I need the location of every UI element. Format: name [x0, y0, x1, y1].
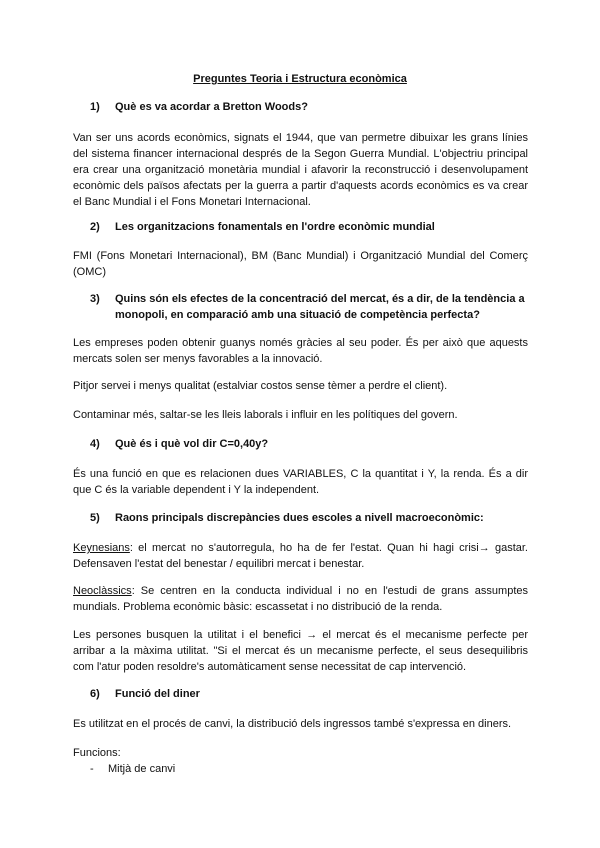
- question-number: 3): [90, 293, 100, 305]
- answer-paragraph: Les empreses poden obtenir guanys només gràcies al seu poder. És per això que aquests mercats solen ser menys favorables a la innovació.: [73, 337, 528, 365]
- answer-paragraph: Es utilitzat en el procés de canvi, la distribució dels ingressos també s'expressa en diners.: [73, 718, 512, 730]
- answer-paragraph: Funcions:: [73, 747, 121, 759]
- question-1-heading: [90, 99, 308, 115]
- funcions-label: [73, 745, 528, 761]
- keynesians-label: Keynesians: [73, 542, 130, 554]
- answer-paragraph: Contaminar més, saltar-se les lleis laborals i influir en les polítiques del govern.: [73, 409, 458, 421]
- answer-paragraph: És una funció en que es relacionen dues VARIABLES, C la quantitat i Y, la renda. És a dir que C és la variable dependent i Y la independent.: [73, 468, 528, 496]
- question-text: Què és i què vol dir C=0,40y?: [115, 438, 269, 450]
- question-text: Funció del diner: [115, 688, 200, 700]
- question-number: 4): [90, 438, 100, 450]
- question-2-heading: [90, 219, 435, 235]
- answer-paragraph: [73, 540, 528, 572]
- question-3-answer-1: [73, 335, 528, 367]
- question-4-answer: [73, 466, 528, 498]
- question-6-answer: [73, 716, 528, 732]
- question-text: Les organitzacions fonamentals en l'ordre econòmic mundial: [115, 221, 435, 233]
- question-5-heading: [90, 510, 484, 526]
- keynesians-text: : el mercat no s'autorregula, ho ha de fer l'estat. Quan hi hagi crisi→ gastar. Defensaven l'estat del benestar / equilibri mercat i benestar.: [73, 542, 528, 570]
- answer-paragraph: Pitjor servei i menys qualitat (estalviar costos sense tèmer a perdre el client).: [73, 380, 448, 392]
- question-5-answer-3: [73, 627, 528, 675]
- question-text-line-1: Quins són els efectes de la concentració del mercat, és a dir, de la tendència a: [115, 293, 525, 305]
- neoclassics-label: Neoclàssics: [73, 585, 132, 597]
- neoclassics-text: : Se centren en la conducta individual i no en l'estudi de grans assumptes mundials. Problema econòmic bàsic: escassetat i no distribució de la renda.: [73, 585, 528, 613]
- answer-paragraph: [73, 583, 528, 615]
- question-1-answer: [73, 130, 528, 210]
- question-text-line-2: monopoli, en comparació amb una situació de competència perfecta?: [115, 309, 480, 321]
- answer-paragraph: FMI (Fons Monetari Internacional), BM (Banc Mundial) i Organització Mundial del Comerç (OMC): [73, 250, 528, 278]
- list-bullet: -: [90, 763, 94, 775]
- question-2-answer: [73, 248, 528, 280]
- question-3-heading: [90, 291, 530, 323]
- question-number: 6): [90, 688, 100, 700]
- list-item: [90, 761, 175, 777]
- question-4-heading: [90, 436, 268, 452]
- question-number: 5): [90, 512, 100, 524]
- question-number: 1): [90, 101, 100, 113]
- list-item-text: Mitjà de canvi: [108, 763, 176, 775]
- answer-paragraph: Les persones busquen la utilitat i el benefici → el mercat és el mecanisme perfecte per arribar a la màxima utilitat. "Si el mercat és un mecanisme perfecte, el seus desequilibris com l'atur poden resoldre's automàticament sense necessitat de cap intervenció.: [73, 629, 528, 673]
- question-5-neoclassics: [73, 583, 528, 615]
- question-3-answer-2: [73, 378, 528, 394]
- question-6-heading: [90, 686, 200, 702]
- question-text: Què es va acordar a Bretton Woods?: [115, 101, 308, 113]
- question-text: Raons principals discrepàncies dues escoles a nivell macroeconòmic:: [115, 512, 484, 524]
- question-number: 2): [90, 221, 100, 233]
- document-title: Preguntes Teoria i Estructura econòmica: [193, 73, 407, 85]
- question-5-keynesians: [73, 540, 528, 572]
- question-3-answer-3: [73, 407, 528, 423]
- answer-paragraph: Van ser uns acords econòmics, signats el 1944, que van permetre dibuixar les grans línies del sistema financer internacional després de la Segon Guerra Mundial. L'objectriu principal era crear una organització monetària mundial i afavorir la reconstrucció i desenvolupament econòmic dels països afectats per la guerra a partir d'aquests acords econòmics es va crear el Banc Mundial i el Fons Monetari Internacional.: [73, 132, 528, 208]
